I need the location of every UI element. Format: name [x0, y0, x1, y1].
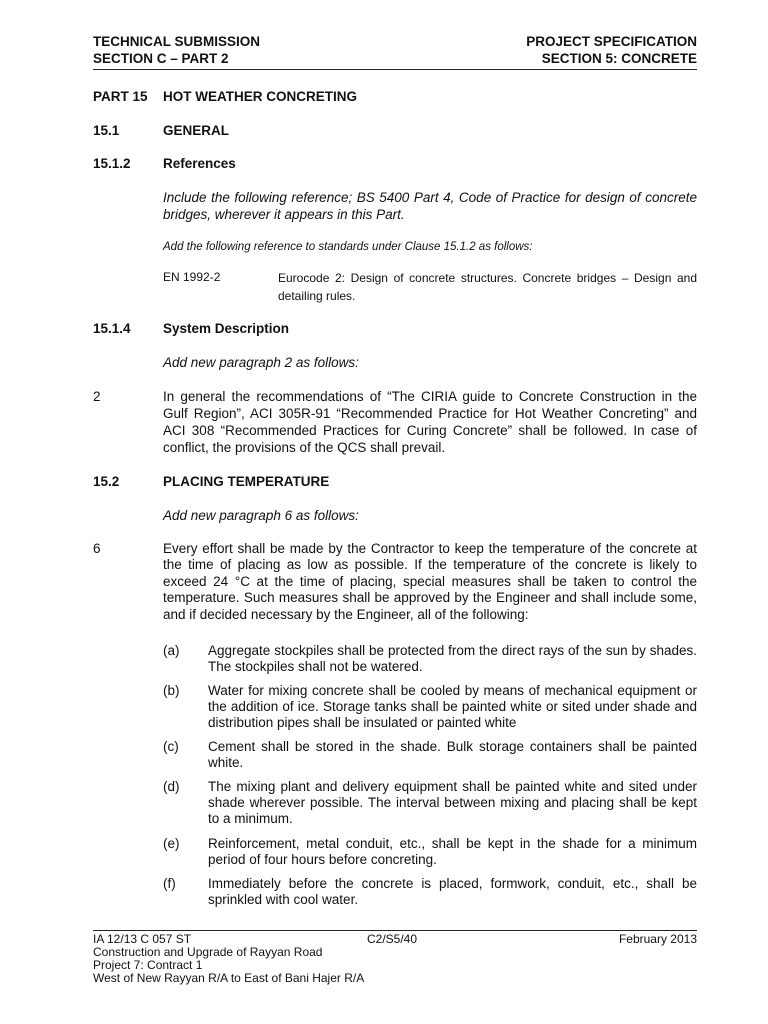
footer-divider: [93, 930, 697, 931]
list-item-text: Immediately before the concrete is placed, formwork, conduit, etc., shall be sprinkled with cool water.: [208, 876, 697, 907]
reference-code: EN 1992-2: [163, 270, 221, 284]
footer-page-ref: C2/S5/40: [367, 932, 418, 946]
section-title: System Description: [163, 321, 290, 336]
footer-project-name: Construction and Upgrade of Rayyan Road: [93, 945, 323, 959]
footer-date: February 2013: [618, 932, 697, 946]
intro-text: Add new paragraph 2 as follows:: [163, 355, 359, 370]
section-title: References: [163, 156, 236, 171]
list-item-text: Cement shall be stored in the shade. Bulk storage containers shall be painted white.: [208, 739, 697, 770]
list-item-label: (a): [163, 643, 180, 658]
header-specification: PROJECT SPECIFICATION: [526, 34, 697, 49]
references-note-text: Add the following reference to standards under Clause 15.1.2 as follows:: [163, 241, 533, 253]
list-item-label: (b): [163, 683, 180, 698]
part-title: HOT WEATHER CONCRETING: [163, 89, 357, 104]
list-item-label: (f): [163, 876, 176, 891]
part-number: PART 15: [93, 89, 148, 104]
list-item-text: Aggregate stockpiles shall be protected from the direct rays of the sun by shades. The stockpiles shall not be watered.: [208, 643, 697, 674]
list-item-text: Reinforcement, metal conduit, etc., shall be kept in the shade for a minimum period of four hours before concreting.: [208, 836, 697, 867]
paragraph-text: Every effort shall be made by the Contractor to keep the temperature of the concrete at the time of placing as low as possible. If the temperature of the concrete is likely to exceed 24 °C at the time of placing, special measures shall be taken to control the temperature. Such measures shall be approved by the Engineer and shall include some, and if decided necessary by the Engineer, all of the following:: [163, 541, 697, 622]
header-section-title: SECTION 5: CONCRETE: [541, 51, 697, 66]
footer-location: West of New Rayyan R/A to East of Bani Hajer R/A: [93, 971, 365, 985]
paragraph-number: 6: [93, 541, 101, 556]
reference-description: Eurocode 2: Design of concrete structures. Concrete bridges – Design and detailing rules.: [278, 271, 697, 303]
list-item-label: (e): [163, 836, 180, 851]
references-paragraph: Include the following reference; BS 5400 Part 4, Code of Practice for design of concrete bridges, wherever it appears in this Part.: [163, 190, 697, 222]
paragraph-text: In general the recommendations of “The CIRIA guide to Concrete Construction in the Gulf Region”, ACI 305R-91 “Recommended Practice for Hot Weather Concreting” and ACI 308 “Recommended Practices for Curing Concrete” shall be followed. In case of conflict, the provisions of the QCS shall prevail.: [163, 389, 697, 455]
section-title: GENERAL: [163, 123, 230, 138]
list-item-text: Water for mixing concrete shall be cooled by means of mechanical equipment or the addition of ice. Storage tanks shall be painted white or sited under shade and distribution pipes shall be insulated or painted white: [208, 683, 697, 730]
list-item-text: The mixing plant and delivery equipment shall be painted white and sited under shade wherever possible. The interval between mixing and placing shall be kept to a minimum.: [208, 779, 697, 826]
header-divider: [93, 69, 697, 70]
page-footer: [93, 933, 697, 985]
header-section-part: SECTION C – PART 2: [93, 51, 229, 66]
footer-contract: Project 7: Contract 1: [93, 958, 203, 972]
list-item-label: (c): [163, 739, 179, 754]
header-submission: TECHNICAL SUBMISSION: [93, 34, 261, 49]
section-number: 15.2: [93, 474, 120, 489]
section-number: 15.1.4: [93, 321, 131, 336]
footer-doc-ref: IA 12/13 C 057 ST: [93, 932, 192, 946]
section-number: 15.1: [93, 123, 120, 138]
intro-text: Add new paragraph 6 as follows:: [163, 508, 359, 523]
list-item-label: (d): [163, 779, 180, 794]
section-number: 15.1.2: [93, 156, 131, 171]
section-title: PLACING TEMPERATURE: [163, 474, 330, 489]
paragraph-number: 2: [93, 389, 101, 404]
